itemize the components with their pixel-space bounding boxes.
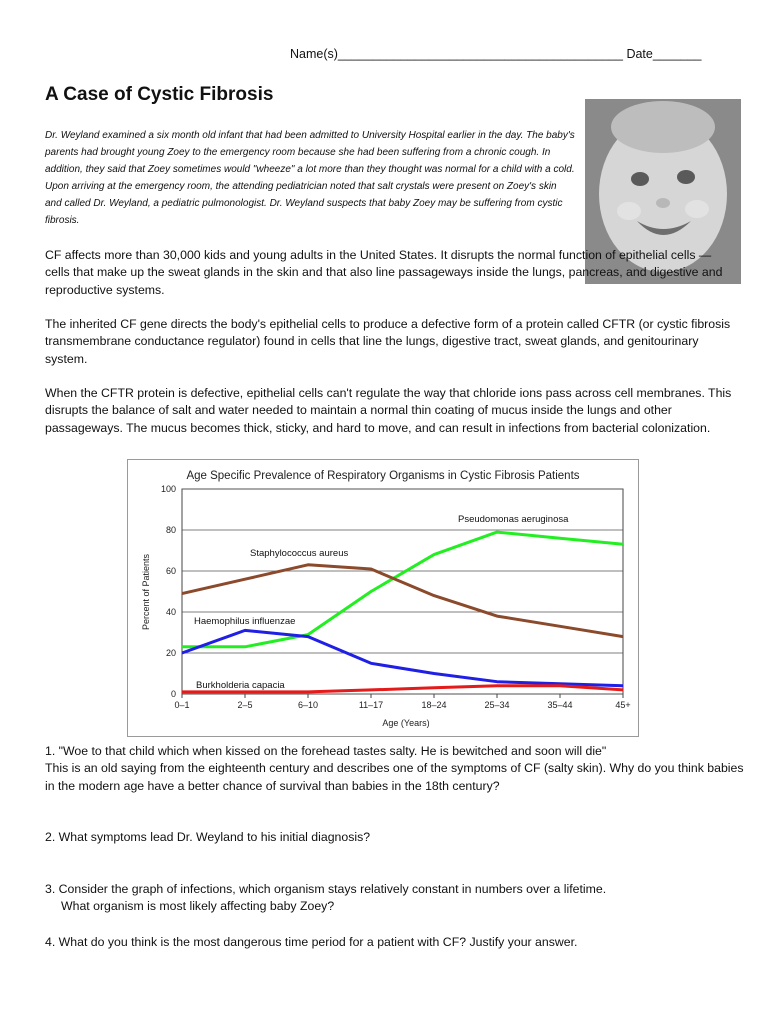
y-tick-label: 80: [165, 525, 176, 535]
y-tick-label: 100: [160, 484, 176, 494]
chart-x-axis-label: Age (Years): [382, 718, 430, 728]
question-2: [45, 829, 745, 846]
question-4-line-1: 4. What do you think is the most dangerous time period for a patient with CF? Justify your answer.: [45, 935, 578, 949]
series-label: Staphylococcus aureus: [250, 548, 349, 559]
name-field-label[interactable]: Name(s)_________________________________________: [290, 47, 623, 61]
page-title: A Case of Cystic Fibrosis: [45, 84, 274, 105]
question-3-line-2: What organism is most likely affecting baby Zoey?: [61, 899, 335, 914]
case-intro: Dr. Weyland examined a six month old infant that had been admitted to University Hospital earlier in the day. The baby's parents had brought young Zoey to the emergency room because she had been suffering from a chronic cough. In addition, they said that Zoey sometimes would "wheeze" a lot more than they thought was normal for a child with a cold. Upon arriving at the emergency room, the attending pediatrician noted that salt crystals were present on Zoey's skin and called Dr. Weyland, a pediatric pulmonologist. Dr. Weyland suspects that baby Zoey may be suffering from cystic fibrosis.: [45, 130, 575, 226]
series-label: Pseudomonas aeruginosa: [458, 514, 569, 525]
x-tick-label: 35–44: [547, 700, 573, 710]
prevalence-chart-svg: [128, 460, 638, 736]
y-tick-label: 0: [170, 689, 176, 699]
name-date-header: [290, 47, 702, 61]
y-tick-label: 40: [165, 607, 176, 617]
question-2-line-1: 2. What symptoms lead Dr. Weyland to his initial diagnosis?: [45, 830, 371, 844]
x-tick-label: 18–24: [421, 700, 447, 710]
question-1-line-2: This is an old saying from the eighteenth century and describes one of the symptoms of CF (salty skin). Why do you think babies in the modern age have a better chance of survival than babies in the 18th century?: [45, 761, 744, 793]
question-3-line-1: 3. Consider the graph of infections, which organism stays relatively constant in numbers over a lifetime.: [45, 882, 607, 896]
series-line-3: [182, 630, 623, 685]
chart-y-axis-label: Percent of Patients: [141, 553, 151, 631]
y-tick-label: 20: [165, 648, 176, 658]
x-tick-label: 11–17: [358, 700, 384, 710]
paragraph-cftr-gene: The inherited CF gene directs the body's epithelial cells to produce a defective form of a protein called CFTR (or cystic fibrosis transmembrane conductance regulator) found in cells that line the lungs, digestive tract, sweat glands, and genitourinary system.: [45, 317, 731, 366]
series-label: Burkholderia capacia: [196, 680, 285, 691]
question-3: [45, 881, 745, 916]
x-tick-label: 2–5: [237, 700, 253, 710]
prevalence-chart: [127, 459, 639, 737]
paragraph-cf-overview: CF affects more than 30,000 kids and young adults in the United States. It disrupts the normal function of epithelial cells — cells that make up the sweat glands in the skin and that also line passageways inside the lungs, pancreas, and digestive and reproductive systems.: [45, 248, 723, 297]
question-1-line-1: 1. "Woe to that child which when kissed on the forehead tastes salty. He is bewitched and soon will die": [45, 744, 607, 758]
series-label: Haemophilus influenzae: [194, 616, 296, 627]
date-field-label[interactable]: Date_______: [626, 47, 702, 61]
y-tick-label: 60: [165, 566, 176, 576]
x-tick-label: 0–1: [174, 700, 190, 710]
x-tick-label: 6–10: [297, 700, 319, 710]
question-1: [45, 743, 745, 795]
x-tick-label: 45+: [615, 700, 631, 710]
x-tick-label: 25–34: [484, 700, 510, 710]
paragraph-cftr-defect: When the CFTR protein is defective, epithelial cells can't regulate the way that chloride ions pass across cell membranes. This disrupts the balance of salt and water needed to maintain a normal thin coating of mucus inside the lungs and other passageways. The mucus becomes thick, sticky, and hard to move, and can result in infections from bacterial colonization.: [45, 386, 732, 435]
question-4: [45, 934, 745, 951]
chart-title: Age Specific Prevalence of Respiratory Organisms in Cystic Fibrosis Patients: [186, 470, 580, 482]
